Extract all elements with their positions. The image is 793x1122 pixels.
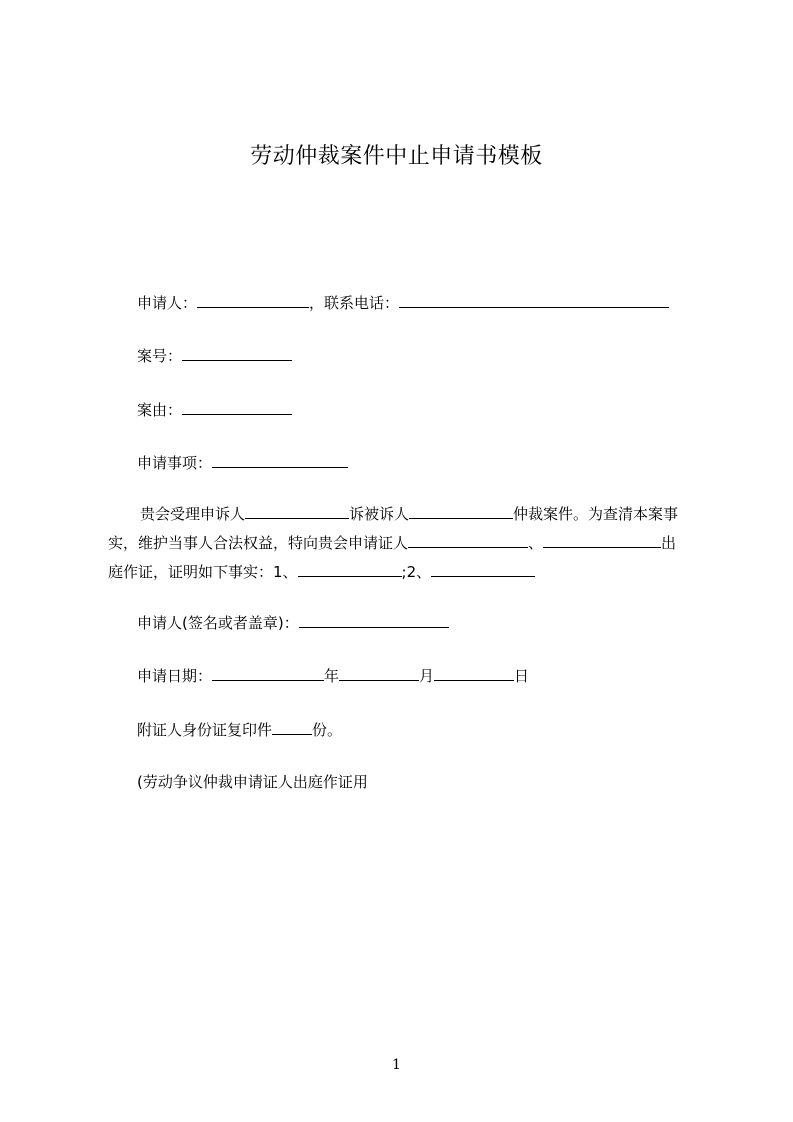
- phone-label: ，联系电话：: [309, 294, 400, 312]
- respondent-blank[interactable]: [409, 503, 513, 519]
- applicant-blank[interactable]: [197, 292, 309, 308]
- witness-2-blank[interactable]: [543, 532, 661, 548]
- paragraph-row-2: [108, 529, 700, 558]
- case-number-label: 案号：: [137, 347, 183, 365]
- attachment-prefix: 附证人身份证复印件: [137, 721, 273, 739]
- paragraph-text-8: ;2、: [401, 563, 432, 581]
- month-blank[interactable]: [339, 665, 419, 681]
- paragraph-text-4: 实，维护当事人合法权益，特向贵会申请证人: [108, 534, 409, 552]
- fact-1-blank[interactable]: [298, 561, 402, 577]
- witness-1-blank[interactable]: [408, 532, 528, 548]
- signature-line: [137, 612, 449, 633]
- paragraph-text-1: 贵会受理申诉人: [140, 505, 246, 523]
- paragraph-text-6: 出: [661, 534, 677, 552]
- usage-note: (劳动争议仲裁申请证人出庭作证用: [137, 773, 368, 791]
- paragraph-text-7: 庭作证，证明如下事实：1、: [108, 563, 298, 581]
- day-label: 日: [514, 667, 530, 685]
- attachment-line: [137, 719, 342, 740]
- document-title: 劳动仲裁案件中止申请书模板: [250, 144, 543, 169]
- complainant-blank[interactable]: [245, 503, 349, 519]
- case-number-line: [137, 345, 292, 366]
- paragraph-text-5: 、: [528, 534, 544, 552]
- day-blank[interactable]: [434, 665, 514, 681]
- year-blank[interactable]: [212, 665, 324, 681]
- case-cause-label: 案由：: [137, 401, 183, 419]
- date-line: [137, 665, 529, 686]
- paragraph-row-1: [108, 500, 700, 529]
- signature-blank[interactable]: [299, 612, 449, 628]
- year-label: 年: [324, 667, 340, 685]
- attachment-suffix: 份。: [312, 721, 343, 739]
- applicant-label: 申请人：: [137, 294, 198, 312]
- phone-blank[interactable]: [399, 292, 669, 308]
- matters-label: 申请事项：: [137, 454, 213, 472]
- date-label: 申请日期：: [137, 667, 213, 685]
- paragraph-text-2: 诉被诉人: [349, 505, 410, 523]
- fact-2-blank[interactable]: [431, 561, 535, 577]
- paragraph-text-3: 仲裁案件。为查清本案事: [513, 505, 679, 523]
- case-number-blank[interactable]: [182, 345, 292, 361]
- case-cause-blank[interactable]: [182, 399, 292, 415]
- attachment-count-blank[interactable]: [272, 719, 312, 735]
- signature-label: 申请人(签名或者盖章)：: [137, 614, 299, 632]
- matters-line: [137, 452, 348, 473]
- applicant-line: [137, 292, 669, 313]
- request-paragraph: [108, 500, 700, 587]
- case-cause-line: [137, 399, 292, 420]
- month-label: 月: [419, 667, 435, 685]
- paragraph-row-3: [108, 558, 700, 587]
- matters-blank[interactable]: [212, 452, 348, 468]
- page-number: 1: [392, 1057, 401, 1073]
